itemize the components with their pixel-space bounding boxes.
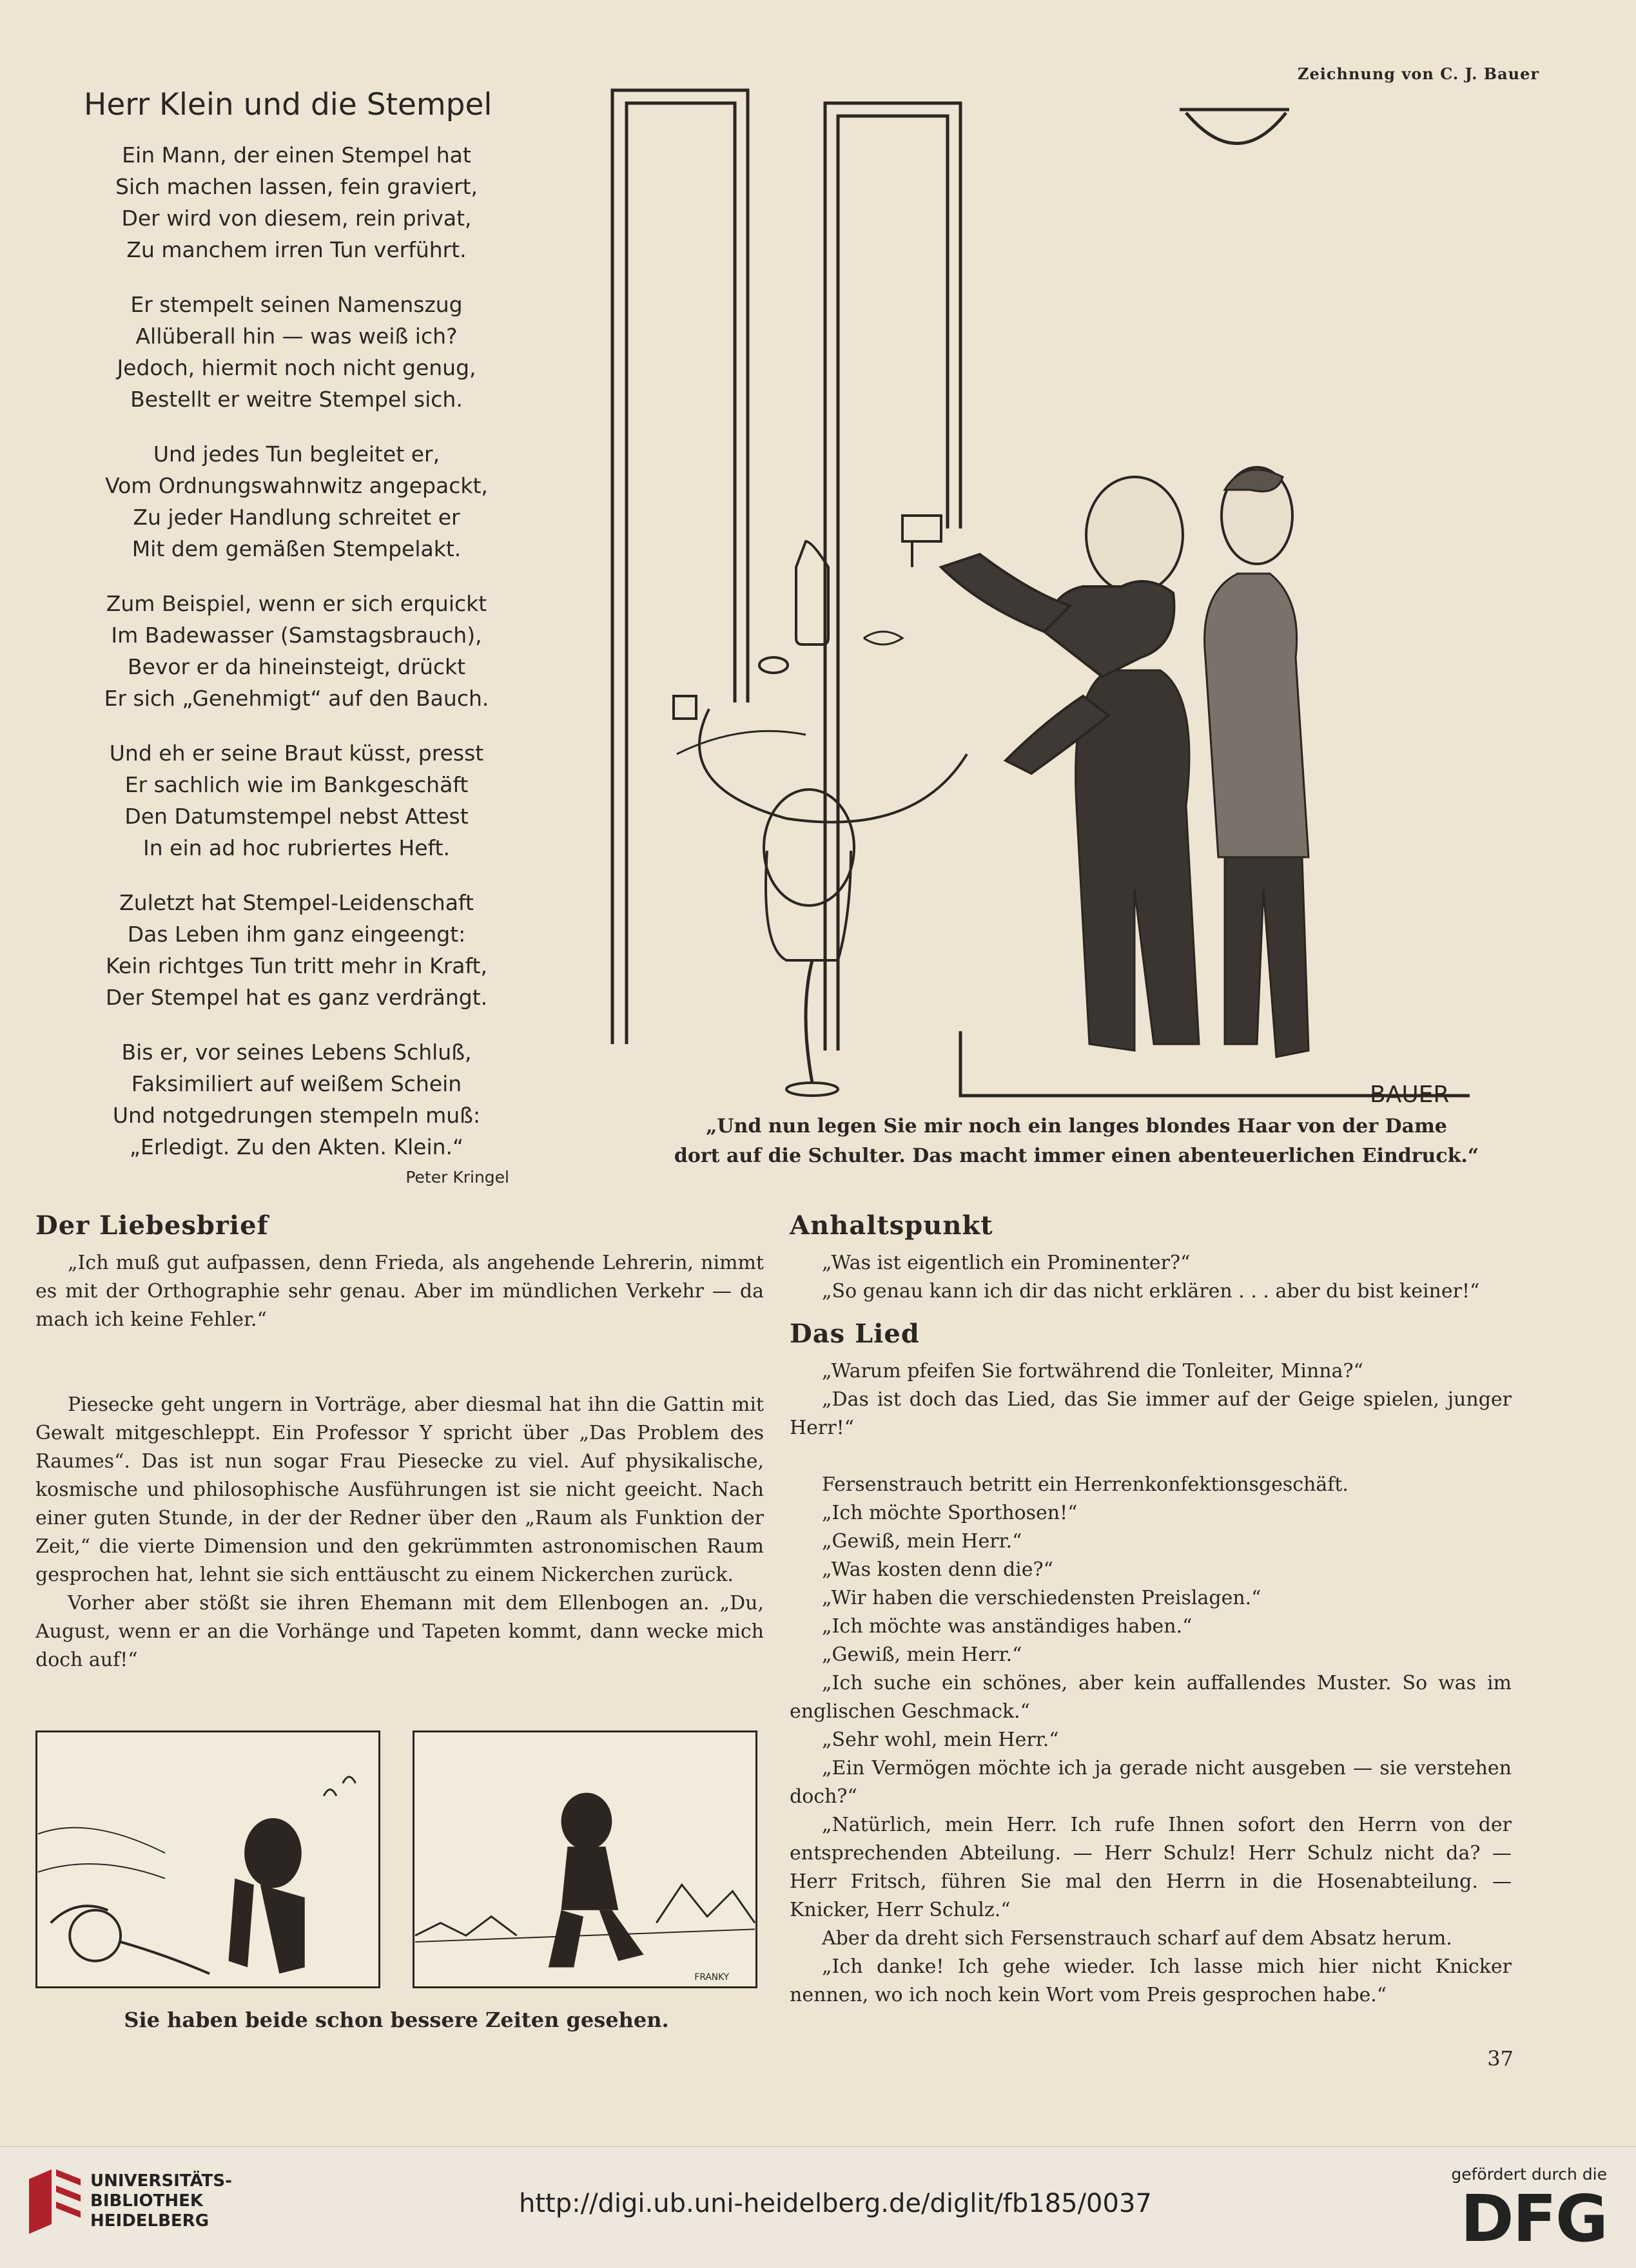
- poem-line: „Erledigt. Zu den Akten. Klein.“: [129, 1134, 464, 1159]
- poem-stanza-1: [58, 139, 535, 266]
- poem-line: Zu jeder Handlung schreitet er: [133, 505, 460, 530]
- paragraph: Piesecke geht ungern in Vorträge, aber diesmal hat ihn die Gattin mit Gewalt mitgeschleppt. Ein Professor Y spricht über „Das Problem des Raumes“. Das ist nun sogar Frau Piesecke zu viel. Auf physikalische, kosmische und philosophische Ausführungen ist sie nicht geeicht. Nach einer guten Stunde, in der der Redner über den „Raum als Funktion der Zeit,“ die vierte Dimension und den gekrümmten astronomischen Raum gesprochen hat, lehnt sie sich enttäuscht zu einem Nickerchen zurück.: [35, 1393, 764, 1586]
- poem-author: Peter Kringel: [405, 1168, 509, 1187]
- poem-line: Faksimiliert auf weißem Schein: [131, 1071, 462, 1096]
- poem-line: Allüberall hin — was weiß ich?: [135, 324, 458, 349]
- poem-line: Und notgedrungen stempeln muß:: [112, 1103, 481, 1128]
- paragraph: „Ich muß gut aufpassen, denn Frieda, als angehende Lehrerin, nimmt es mit der Orthographie sehr genau. Aber im mündlichen Verkehr — da mach ich keine Fehler.“: [35, 1252, 764, 1331]
- story-line: „Ich suche ein schönes, aber kein auffallendes Muster. So was im englischen Geschmack.“: [790, 1672, 1512, 1723]
- paragraph: Vorher aber stößt sie ihren Ehemann mit dem Ellenbogen an. „Du, August, wenn er an die Vorhänge und Tapeten kommt, dann wecke mich doch auf!“: [35, 1592, 764, 1671]
- poem-line: Bestellt er weitre Stempel sich.: [130, 387, 463, 412]
- story-line: „Was kosten denn die?“: [822, 1558, 1053, 1581]
- story-line: „Wir haben die verschiedensten Preislagen.“: [822, 1587, 1261, 1609]
- university-library-logo-icon: [23, 2166, 87, 2237]
- illustration-credit: Zeichnung von C. J. Bauer: [1297, 64, 1539, 83]
- dialogue-line: „Warum pfeifen Sie fortwährend die Tonleiter, Minna?“: [822, 1360, 1363, 1382]
- funding-note: gefördert durch die: [1451, 2165, 1607, 2184]
- story-line: „Natürlich, mein Herr. Ich rufe Ihnen sofort den Herrn von der entsprechenden Abteilung. — Herr Schulz! Herr Schulz nicht da? — Herr Fritsch, führen Sie mal den Herrn in die Hosenabteilung. — Knicker, Herr Schulz.“: [790, 1814, 1512, 1921]
- poem-line: Vom Ordnungswahnwitz angepackt,: [105, 473, 488, 498]
- poem-line: Bis er, vor seines Lebens Schluß,: [121, 1040, 472, 1065]
- source-url-link[interactable]: http://digi.ub.uni-heidelberg.de/diglit/fb185/0037: [519, 2189, 1152, 2218]
- poem: [58, 87, 535, 1187]
- comic-signature: FRANKY: [694, 1972, 730, 1983]
- poem-stanza-6: [58, 887, 535, 1013]
- dialogue-line: „Was ist eigentlich ein Prominenter?“: [822, 1252, 1191, 1274]
- heading-liebesbrief: Der Liebesbrief: [35, 1210, 269, 1241]
- poem-line: Bevor er da hineinsteigt, drückt: [127, 654, 466, 679]
- poem-line: Das Leben ihm ganz eingeengt:: [127, 922, 466, 947]
- poem-line: Und eh er seine Braut küsst, presst: [109, 741, 484, 766]
- story-line: Aber da dreht sich Fersenstrauch scharf auf dem Absatz herum.: [822, 1927, 1452, 1950]
- poem-line: Jedoch, hiermit noch nicht genug,: [117, 355, 476, 380]
- poem-stanza-4: [58, 588, 535, 714]
- story-line: „Ich möchte Sporthosen!“: [822, 1502, 1078, 1524]
- poem-line: Kein richtges Tun tritt mehr in Kraft,: [106, 953, 487, 978]
- poem-line: Zu manchem irren Tun verführt.: [126, 237, 467, 262]
- poem-line: Ein Mann, der einen Stempel hat: [122, 142, 471, 168]
- poem-line: Er sachlich wie im Bankgeschäft: [124, 772, 469, 797]
- poem-line: Der wird von diesem, rein privat,: [121, 206, 472, 231]
- comic-caption: Sie haben beide schon bessere Zeiten gesehen.: [124, 2008, 669, 2032]
- story-line: „Gewiß, mein Herr.“: [822, 1643, 1022, 1666]
- library-name-line: UNIVERSITÄTS-: [90, 2171, 232, 2191]
- left-column: [35, 1212, 764, 1674]
- dialogue-line: „So genau kann ich dir das nicht erklären . . . aber du bist keiner!“: [822, 1280, 1480, 1303]
- story-line: „Gewiß, mein Herr.“: [822, 1530, 1022, 1553]
- poem-line: Der Stempel hat es ganz verdrängt.: [105, 985, 488, 1010]
- poem-stanza-7: [58, 1036, 535, 1163]
- poem-line: Zuletzt hat Stempel-Leidenschaft: [119, 890, 474, 915]
- cartoon-signature: BAUER: [1370, 1081, 1450, 1108]
- poem-line: Sich machen lassen, fein graviert,: [115, 174, 478, 199]
- poem-line: Zum Beispiel, wenn er sich erquickt: [106, 591, 487, 616]
- heading-anhaltspunkt: Anhaltspunkt: [790, 1210, 993, 1241]
- story-line: Fersenstrauch betritt ein Herrenkonfektionsgeschäft.: [822, 1473, 1349, 1496]
- comic-panel-right: [413, 1730, 757, 1988]
- university-library-name: [90, 2171, 232, 2231]
- library-footer: [0, 2146, 1636, 2268]
- right-column: [790, 1212, 1512, 2010]
- poem-stanza-3: [58, 438, 535, 565]
- story-line: „Ein Vermögen möchte ich ja gerade nicht ausgeben — sie verstehen doch?“: [790, 1757, 1512, 1808]
- poem-stanza-2: [58, 289, 535, 415]
- poem-stanza-5: [58, 737, 535, 864]
- caption-line: „Und nun legen Sie mir noch ein langes blondes Haar von der Dame: [706, 1115, 1447, 1138]
- dialogue-line: „Das ist doch das Lied, das Sie immer auf der Geige spielen, junger Herr!“: [790, 1388, 1512, 1439]
- library-name-line: HEIDELBERG: [90, 2211, 209, 2231]
- comic-panel-left: [35, 1730, 380, 1988]
- poem-line: Er sich „Genehmigt“ auf den Bauch.: [104, 686, 489, 711]
- cartoon-caption: [651, 1112, 1502, 1171]
- page-number: 37: [1487, 2046, 1514, 2071]
- dfg-logo: DFG: [1460, 2181, 1607, 2256]
- bathroom-cartoon-illustration: [580, 77, 1470, 1115]
- story-line: „Sehr wohl, mein Herr.“: [822, 1729, 1059, 1751]
- poem-line: Er stempelt seinen Namenszug: [130, 292, 463, 317]
- poem-line: Den Datumstempel nebst Attest: [124, 804, 469, 829]
- library-name-line: BIBLIOTHEK: [90, 2191, 204, 2211]
- poem-line: Mit dem gemäßen Stempelakt.: [131, 536, 462, 561]
- caption-line: dort auf die Schulter. Das macht immer einen abenteuerlichen Eindruck.“: [674, 1145, 1479, 1167]
- poem-line: Und jedes Tun begleitet er,: [153, 441, 440, 467]
- poem-title: Herr Klein und die Stempel: [84, 87, 492, 122]
- story-line: „Ich danke! Ich gehe wieder. Ich lasse mich hier nicht Knicker nennen, wo ich noch kein Wort vom Preis gesprochen habe.“: [790, 1955, 1512, 2006]
- poem-line: In ein ad hoc rubriertes Heft.: [143, 835, 450, 860]
- poem-line: Im Badewasser (Samstagsbrauch),: [111, 623, 482, 648]
- heading-das-lied: Das Lied: [790, 1319, 920, 1349]
- story-line: „Ich möchte was anständiges haben.“: [822, 1615, 1193, 1638]
